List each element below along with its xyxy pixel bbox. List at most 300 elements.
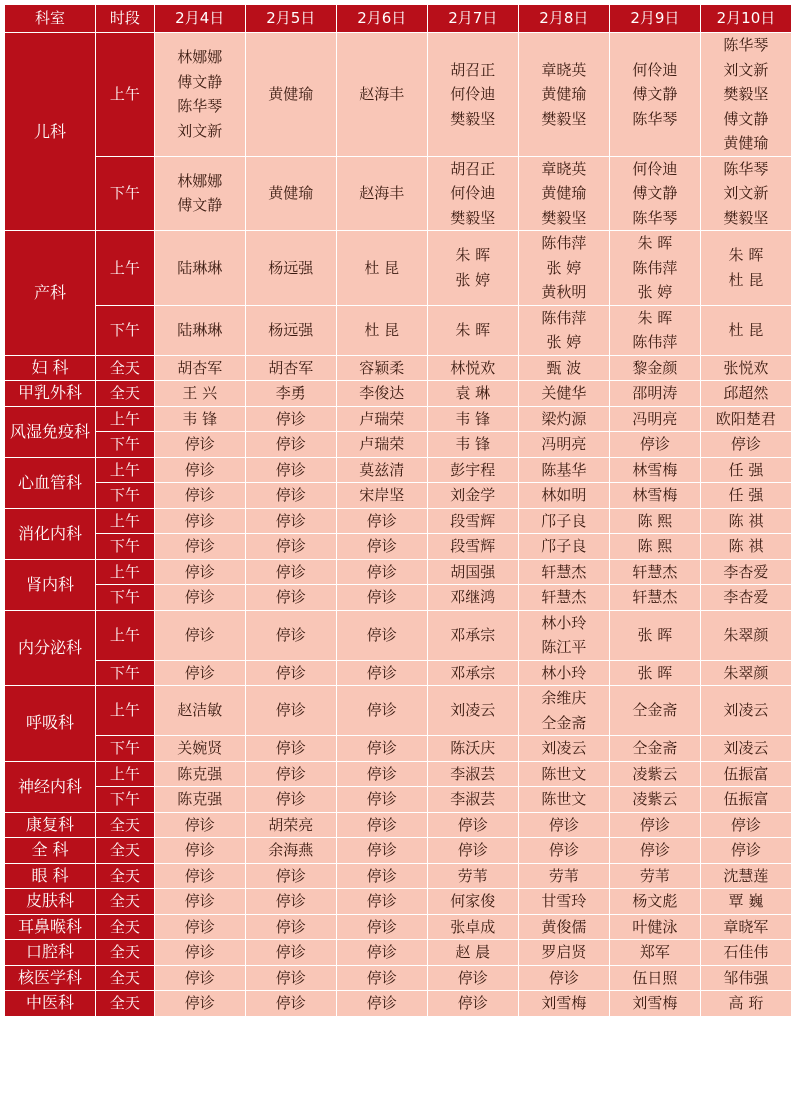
doctor-name: 停诊 [275, 588, 306, 606]
doctor-name: 张 婷 [546, 333, 582, 351]
doctor-name: 停诊 [366, 892, 397, 910]
schedule-cell [154, 457, 245, 483]
schedule-cell [427, 914, 518, 940]
schedule-cell [245, 432, 336, 458]
schedule-cell [154, 991, 245, 1017]
doctor-name: 停诊 [366, 943, 397, 961]
doctor-name: 停诊 [184, 511, 215, 530]
schedule-cell [336, 889, 427, 915]
schedule-cell [700, 838, 791, 864]
doctor-name: 伍日照 [632, 968, 678, 987]
doctor-name: 停诊 [184, 841, 215, 859]
doctor-name: 樊毅坚 [723, 85, 769, 103]
schedule-cell [518, 355, 609, 381]
schedule-cell [154, 534, 245, 560]
schedule-cell [518, 585, 609, 611]
schedule-row [5, 863, 792, 889]
schedule-cell [609, 432, 700, 458]
doctor-name: 停诊 [457, 841, 488, 859]
doctor-name: 陈华琴 [723, 36, 769, 54]
schedule-cell [700, 787, 791, 813]
schedule-cell [609, 761, 700, 787]
doctor-name: 傅文静 [177, 72, 223, 91]
doctor-name: 劳苇 [639, 866, 670, 885]
doctor-name: 杜 昆 [364, 320, 400, 339]
doctor-name: 停诊 [184, 435, 215, 453]
schedule-cell [154, 610, 245, 660]
doctor-name: 张卓成 [450, 917, 496, 936]
column-header-date: 2月7日 [427, 5, 518, 33]
department-name: 儿科 [5, 33, 96, 231]
schedule-cell [245, 812, 336, 838]
doctor-name: 停诊 [184, 994, 215, 1012]
session-period: 全天 [96, 889, 155, 915]
schedule-cell [245, 863, 336, 889]
session-period: 上午 [96, 457, 155, 483]
schedule-cell [154, 381, 245, 407]
schedule-row [5, 508, 792, 534]
schedule-cell [336, 812, 427, 838]
schedule-cell [336, 559, 427, 585]
schedule-cell [609, 787, 700, 813]
doctor-name: 陈华琴 [632, 208, 678, 227]
doctor-name: 韦 锋 [455, 435, 491, 453]
session-period: 全天 [96, 863, 155, 889]
doctor-name: 关婉贤 [177, 739, 223, 757]
doctor-name: 停诊 [366, 815, 397, 834]
schedule-cell [427, 761, 518, 787]
doctor-name: 停诊 [730, 815, 761, 834]
doctor-name: 章晓英 [541, 159, 587, 178]
schedule-cell [245, 559, 336, 585]
schedule-cell [245, 787, 336, 813]
department-name: 产科 [5, 231, 96, 356]
doctor-name: 韦 锋 [182, 409, 218, 428]
schedule-cell [700, 483, 791, 509]
doctor-name: 刘雪梅 [632, 994, 678, 1012]
schedule-cell [154, 965, 245, 991]
session-period: 下午 [96, 736, 155, 762]
schedule-row [5, 812, 792, 838]
schedule-cell [245, 585, 336, 611]
schedule-cell [245, 761, 336, 787]
doctor-name: 停诊 [366, 917, 397, 936]
schedule-cell [609, 991, 700, 1017]
doctor-name: 邓承宗 [450, 663, 496, 682]
doctor-name: 停诊 [184, 625, 215, 644]
session-period: 上午 [96, 610, 155, 660]
doctor-name: 莫兹清 [359, 460, 405, 479]
doctor-name: 胡召正 [450, 60, 496, 79]
schedule-cell [154, 432, 245, 458]
schedule-cell [154, 406, 245, 432]
doctor-name: 停诊 [275, 562, 306, 581]
doctor-name: 轩慧杰 [632, 588, 678, 606]
schedule-cell [245, 381, 336, 407]
schedule-cell [336, 381, 427, 407]
doctor-name: 停诊 [366, 663, 397, 682]
schedule-cell [518, 940, 609, 966]
doctor-name: 覃 巍 [728, 892, 764, 910]
doctor-name: 王 兴 [182, 384, 218, 402]
schedule-cell [700, 863, 791, 889]
schedule-cell [336, 914, 427, 940]
schedule-cell [245, 33, 336, 157]
schedule-cell [336, 508, 427, 534]
doctor-name: 邵明涛 [632, 384, 678, 402]
schedule-cell [427, 432, 518, 458]
doctor-name: 陈伟萍 [632, 333, 678, 351]
doctor-name: 陈华琴 [177, 97, 223, 116]
doctor-name: 黄秋明 [541, 283, 587, 301]
schedule-cell [427, 787, 518, 813]
department-name: 妇 科 [5, 355, 96, 381]
doctor-name: 沈慧莲 [723, 866, 769, 885]
department-name: 神经内科 [5, 761, 96, 812]
doctor-name: 李杏爱 [723, 588, 769, 606]
doctor-name: 张 婷 [546, 258, 582, 277]
doctor-name: 陈 熙 [637, 537, 673, 555]
schedule-cell [245, 914, 336, 940]
schedule-cell [154, 585, 245, 611]
doctor-name: 袁 琳 [455, 384, 491, 402]
doctor-name: 停诊 [275, 943, 306, 961]
doctor-name: 傅文静 [632, 184, 678, 202]
schedule-cell [518, 381, 609, 407]
doctor-name: 停诊 [275, 994, 306, 1012]
schedule-cell [700, 381, 791, 407]
department-name: 眼 科 [5, 863, 96, 889]
schedule-cell [518, 838, 609, 864]
doctor-name: 陈克强 [177, 764, 223, 783]
schedule-row [5, 838, 792, 864]
doctor-name: 冯明亮 [632, 409, 678, 428]
schedule-cell [700, 355, 791, 381]
schedule-cell [518, 508, 609, 534]
schedule-cell [427, 156, 518, 231]
session-period: 全天 [96, 991, 155, 1017]
schedule-cell [154, 305, 245, 355]
doctor-name: 停诊 [275, 625, 306, 644]
doctor-name: 陆琳琳 [177, 320, 223, 339]
schedule-cell [427, 610, 518, 660]
doctor-name: 停诊 [366, 866, 397, 885]
doctor-name: 林悦欢 [450, 358, 496, 377]
schedule-cell [700, 33, 791, 157]
schedule-cell [154, 863, 245, 889]
doctor-name: 陈伟萍 [632, 258, 678, 277]
doctor-name: 邓继鸿 [450, 588, 496, 606]
column-header-date: 2月4日 [154, 5, 245, 33]
doctor-name: 林小玲 [541, 663, 587, 682]
schedule-cell [427, 355, 518, 381]
doctor-name: 张 晖 [637, 663, 673, 682]
schedule-cell [336, 610, 427, 660]
schedule-cell [427, 660, 518, 686]
doctor-name: 李勇 [275, 384, 306, 402]
schedule-cell [245, 838, 336, 864]
session-period: 下午 [96, 585, 155, 611]
schedule-cell [609, 736, 700, 762]
doctor-name: 停诊 [275, 739, 306, 757]
doctor-name: 停诊 [275, 968, 306, 987]
schedule-cell [700, 736, 791, 762]
schedule-cell [154, 940, 245, 966]
schedule-cell [700, 965, 791, 991]
schedule-cell [336, 787, 427, 813]
schedule-cell [336, 965, 427, 991]
schedule-cell [336, 736, 427, 762]
doctor-name: 石佳伟 [723, 943, 769, 961]
session-period: 下午 [96, 432, 155, 458]
doctor-name: 停诊 [639, 841, 670, 859]
schedule-cell [609, 457, 700, 483]
doctor-name: 劳苇 [457, 866, 488, 885]
schedule-cell [154, 508, 245, 534]
schedule-cell [154, 736, 245, 762]
schedule-cell [245, 610, 336, 660]
schedule-cell [154, 156, 245, 231]
schedule-cell [427, 812, 518, 838]
doctor-name: 停诊 [366, 511, 397, 530]
doctor-name: 停诊 [366, 790, 397, 808]
schedule-cell [154, 812, 245, 838]
schedule-cell [609, 812, 700, 838]
doctor-name: 陈沃庆 [450, 739, 496, 757]
schedule-cell [518, 914, 609, 940]
department-name: 风湿免疫科 [5, 406, 96, 457]
schedule-cell [609, 305, 700, 355]
doctor-name: 李淑芸 [450, 764, 496, 783]
doctor-name: 停诊 [275, 435, 306, 453]
doctor-name: 朱 晖 [637, 308, 673, 327]
department-name: 内分泌科 [5, 610, 96, 686]
schedule-cell [427, 483, 518, 509]
schedule-cell [427, 736, 518, 762]
schedule-cell [427, 406, 518, 432]
schedule-cell [609, 483, 700, 509]
schedule-cell [609, 914, 700, 940]
doctor-name: 停诊 [275, 866, 306, 885]
doctor-name: 陆琳琳 [177, 258, 223, 277]
doctor-name: 朱 晖 [637, 234, 673, 252]
doctor-name: 朱 晖 [455, 320, 491, 339]
column-header-period: 时段 [96, 5, 155, 33]
session-period: 上午 [96, 761, 155, 787]
doctor-name: 段雪辉 [450, 537, 496, 555]
schedule-cell [336, 432, 427, 458]
department-name: 肾内科 [5, 559, 96, 610]
schedule-cell [336, 863, 427, 889]
doctor-name: 赵海丰 [359, 85, 405, 103]
doctor-name: 冯明亮 [541, 435, 587, 453]
session-period: 下午 [96, 156, 155, 231]
schedule-cell [154, 33, 245, 157]
schedule-cell [336, 991, 427, 1017]
session-period: 全天 [96, 355, 155, 381]
column-header-date: 2月9日 [609, 5, 700, 33]
doctor-name: 何伶迪 [632, 159, 678, 178]
doctor-name: 凌紫云 [632, 790, 678, 808]
doctor-name: 余海燕 [268, 841, 314, 859]
doctor-name: 停诊 [730, 841, 761, 859]
doctor-name: 刘凌云 [450, 701, 496, 720]
schedule-cell [427, 231, 518, 306]
schedule-row [5, 406, 792, 432]
schedule-cell [427, 889, 518, 915]
doctor-name: 停诊 [184, 892, 215, 910]
schedule-cell [336, 761, 427, 787]
doctor-name: 林娜娜 [177, 48, 223, 67]
doctor-name: 停诊 [275, 460, 306, 479]
schedule-cell [427, 863, 518, 889]
doctor-name: 停诊 [639, 435, 670, 453]
doctor-name: 何伶迪 [450, 184, 496, 202]
schedule-cell [427, 559, 518, 585]
doctor-name: 杨远强 [268, 320, 314, 339]
doctor-name: 停诊 [184, 917, 215, 936]
doctor-name: 仝金斋 [632, 739, 678, 757]
doctor-name: 高 珩 [728, 994, 764, 1012]
doctor-name: 赵海丰 [359, 184, 405, 202]
doctor-name: 仝金斋 [632, 701, 678, 720]
doctor-name: 伍振富 [723, 790, 769, 808]
doctor-name: 任 强 [728, 460, 764, 479]
doctor-name: 停诊 [184, 968, 215, 987]
schedule-row [5, 559, 792, 585]
schedule-cell [245, 508, 336, 534]
session-period: 下午 [96, 534, 155, 560]
doctor-name: 黄健瑜 [268, 85, 314, 103]
schedule-cell [518, 787, 609, 813]
doctor-name: 停诊 [275, 892, 306, 910]
department-name: 中医科 [5, 991, 96, 1017]
doctor-name: 停诊 [184, 537, 215, 555]
schedule-cell [518, 483, 609, 509]
schedule-cell [700, 559, 791, 585]
schedule-cell [336, 940, 427, 966]
schedule-cell [245, 305, 336, 355]
schedule-cell [609, 610, 700, 660]
schedule-cell [427, 940, 518, 966]
schedule-cell [609, 534, 700, 560]
schedule-cell [245, 965, 336, 991]
doctor-name: 陈 熙 [637, 511, 673, 530]
session-period: 下午 [96, 787, 155, 813]
doctor-name: 停诊 [366, 562, 397, 581]
schedule-cell [336, 838, 427, 864]
schedule-cell [609, 660, 700, 686]
schedule-row [5, 610, 792, 660]
doctor-name: 梁灼源 [541, 409, 587, 428]
doctor-name: 甘雪玲 [541, 892, 587, 910]
doctor-name: 卢瑞荣 [359, 435, 405, 453]
session-period: 全天 [96, 940, 155, 966]
schedule-cell [518, 33, 609, 157]
session-period: 全天 [96, 965, 155, 991]
schedule-cell [609, 381, 700, 407]
schedule-row [5, 686, 792, 736]
doctor-name: 黄健瑜 [541, 184, 587, 202]
doctor-name: 停诊 [366, 994, 397, 1012]
doctor-name: 黄俊儒 [541, 917, 587, 936]
schedule-cell [154, 686, 245, 736]
schedule-row [5, 965, 792, 991]
schedule-cell [245, 736, 336, 762]
doctor-name: 林娜娜 [177, 171, 223, 190]
doctor-name: 停诊 [184, 815, 215, 834]
schedule-cell [700, 156, 791, 231]
doctor-name: 停诊 [457, 815, 488, 834]
session-period: 上午 [96, 231, 155, 306]
doctor-name: 黄健瑜 [541, 85, 587, 103]
schedule-cell [700, 761, 791, 787]
doctor-name: 欧阳楚君 [715, 409, 776, 428]
session-period: 上午 [96, 686, 155, 736]
schedule-cell [427, 585, 518, 611]
doctor-name: 甄 波 [546, 358, 582, 377]
session-period: 全天 [96, 381, 155, 407]
schedule-cell [427, 381, 518, 407]
schedule-cell [609, 156, 700, 231]
doctor-name: 胡国强 [450, 562, 496, 581]
schedule-row [5, 156, 792, 231]
doctor-name: 停诊 [548, 815, 579, 834]
schedule-cell [427, 305, 518, 355]
doctor-name: 陈 祺 [728, 511, 764, 530]
department-name: 核医学科 [5, 965, 96, 991]
session-period: 上午 [96, 508, 155, 534]
schedule-cell [245, 156, 336, 231]
schedule-cell [609, 559, 700, 585]
schedule-table [4, 4, 792, 1017]
schedule-cell [154, 838, 245, 864]
doctor-name: 停诊 [275, 409, 306, 428]
schedule-cell [427, 508, 518, 534]
doctor-name: 停诊 [548, 968, 579, 987]
session-period: 上午 [96, 559, 155, 585]
schedule-cell [609, 33, 700, 157]
schedule-cell [336, 686, 427, 736]
schedule-row [5, 483, 792, 509]
schedule-cell [609, 686, 700, 736]
doctor-name: 邓承宗 [450, 625, 496, 644]
schedule-cell [518, 736, 609, 762]
doctor-name: 郑军 [639, 943, 670, 961]
schedule-row [5, 534, 792, 560]
doctor-name: 停诊 [275, 486, 306, 504]
doctor-name: 卢瑞荣 [359, 409, 405, 428]
doctor-name: 何家俊 [450, 892, 496, 910]
schedule-cell [518, 660, 609, 686]
doctor-name: 陈伟萍 [541, 234, 587, 252]
doctor-name: 林雪梅 [632, 486, 678, 504]
doctor-name: 林雪梅 [632, 460, 678, 479]
schedule-row [5, 305, 792, 355]
schedule-cell [518, 432, 609, 458]
doctor-name: 刘金学 [450, 486, 496, 504]
schedule-cell [700, 914, 791, 940]
schedule-cell [518, 761, 609, 787]
schedule-cell [700, 457, 791, 483]
schedule-cell [154, 559, 245, 585]
schedule-cell [154, 483, 245, 509]
doctor-name: 邱超然 [723, 384, 769, 402]
doctor-name: 陈伟萍 [541, 308, 587, 327]
doctor-name: 傅文静 [632, 85, 678, 103]
column-header-date: 2月8日 [518, 5, 609, 33]
schedule-cell [518, 305, 609, 355]
